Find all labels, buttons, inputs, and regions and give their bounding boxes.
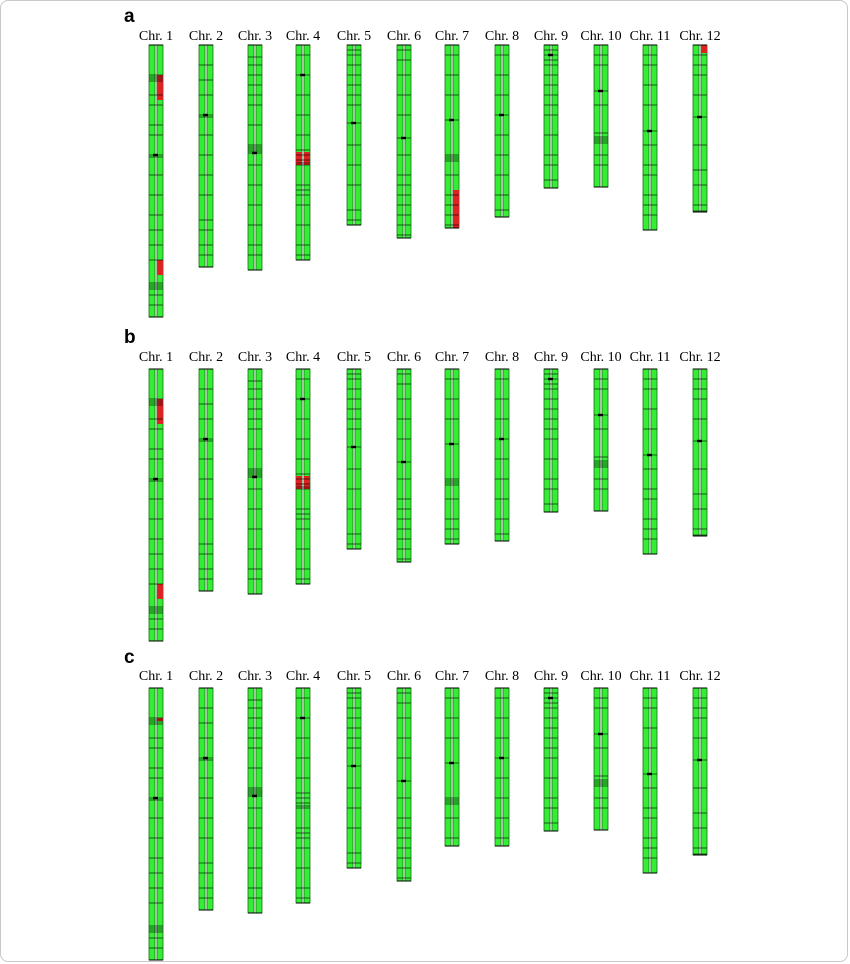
chromosome-8 (485, 350, 519, 541)
chromatid-left (248, 688, 254, 913)
centromere (598, 90, 603, 92)
chromatid-right (355, 688, 361, 868)
chromosome-label: Chr. 7 (434, 29, 470, 44)
chromatid-left (594, 369, 600, 511)
chromosome-3 (238, 669, 272, 913)
chromosome-3 (238, 350, 272, 594)
chromosome-label: Chr. 2 (188, 29, 224, 44)
chromatid-right (503, 45, 509, 217)
chromosome-label: Chr. 1 (138, 669, 174, 684)
chromatid-right (304, 688, 310, 903)
centromere (401, 780, 406, 782)
centromere (647, 130, 652, 132)
chromatid-right (453, 369, 459, 544)
chromosome-label: Chr. 8 (484, 669, 520, 684)
chromosome-8 (485, 669, 519, 846)
chromatid-left (347, 45, 353, 225)
centromere (351, 446, 356, 448)
chromatid-right (552, 688, 558, 831)
chromatid-right (256, 369, 262, 594)
chromosome-label: Chr. 7 (434, 669, 470, 684)
chromatid-left (248, 369, 254, 594)
chromosome-4 (286, 29, 320, 260)
chromosome-label: Chr. 6 (386, 350, 422, 365)
chromosome-9 (534, 350, 568, 512)
chromatid-left (495, 688, 501, 846)
chromosome-label: Chr. 6 (386, 29, 422, 44)
centromere (153, 154, 158, 156)
centromere (351, 122, 356, 124)
centromere (401, 137, 406, 139)
chromatid-left (495, 369, 501, 541)
chromatid-left (347, 369, 353, 549)
centromere (697, 440, 702, 442)
chromosome-label: Chr. 1 (138, 350, 174, 365)
chromatid-right (651, 688, 657, 873)
chromosome-10 (580, 350, 621, 511)
chromatid-left (199, 688, 205, 910)
chromosome-label: Chr. 3 (237, 29, 273, 44)
centromere (252, 795, 257, 797)
chromosome-label: Chr. 4 (285, 669, 321, 684)
chromosome-label: Chr. 10 (580, 350, 622, 365)
chromatid-right (701, 369, 707, 536)
chromosome-6 (387, 350, 421, 562)
chromosome-6 (387, 669, 421, 881)
introgression-segment (453, 190, 459, 228)
chromatid-left (296, 688, 302, 903)
chromosome-label: Chr. 2 (188, 350, 224, 365)
chromatid-left (445, 45, 451, 228)
centromere (499, 757, 504, 759)
chromosome-2 (189, 350, 223, 591)
chromatid-right (355, 369, 361, 549)
chromosome-label: Chr. 8 (484, 350, 520, 365)
chromatid-right (701, 688, 707, 855)
chromosome-12 (679, 29, 720, 212)
chromatid-right (453, 688, 459, 846)
chromatid-left (643, 688, 649, 873)
chromatid-right (701, 45, 707, 212)
panel-a (124, 6, 721, 317)
chromosome-9 (534, 29, 568, 188)
chromosome-label: Chr. 4 (285, 29, 321, 44)
chromosome-label: Chr. 2 (188, 669, 224, 684)
chromosome-label: Chr. 9 (533, 669, 569, 684)
chromosome-6 (387, 29, 421, 238)
centromere (252, 152, 257, 154)
chromosome-9 (534, 669, 568, 831)
chromatid-left (693, 45, 699, 212)
chromosome-label: Chr. 11 (629, 350, 671, 365)
chromosome-1 (139, 669, 173, 960)
chromosome-label: Chr. 4 (285, 350, 321, 365)
chromosome-label: Chr. 12 (679, 350, 721, 365)
centromere (252, 476, 257, 478)
centromere (203, 114, 208, 116)
chromatid-left (495, 45, 501, 217)
chromatid-right (503, 369, 509, 541)
chromatid-right (207, 688, 213, 910)
introgression-segment (157, 584, 163, 599)
centromere (647, 773, 652, 775)
centromere (401, 461, 406, 463)
panel-b (124, 327, 721, 641)
chromatid-left (149, 369, 155, 641)
chromosome-4 (286, 669, 320, 903)
chromosome-2 (189, 669, 223, 910)
centromere (548, 378, 553, 380)
chromatid-right (405, 369, 411, 562)
centromere (598, 733, 603, 735)
panel-letter: a (124, 6, 135, 27)
chromosome-label: Chr. 3 (237, 669, 273, 684)
centromere (647, 454, 652, 456)
chromatid-left (397, 688, 403, 881)
chromosome-label: Chr. 12 (679, 669, 721, 684)
chromosome-7 (435, 350, 469, 544)
chromosome-12 (679, 350, 720, 536)
chromatid-right (256, 45, 262, 270)
introgression-segment (701, 45, 707, 53)
chromosome-label: Chr. 8 (484, 29, 520, 44)
chromosome-label: Chr. 1 (138, 29, 174, 44)
centromere (548, 697, 553, 699)
centromere (449, 119, 454, 121)
panel-letter: c (124, 647, 135, 668)
chromatid-right (651, 45, 657, 230)
chromatid-left (594, 688, 600, 830)
panel-c (124, 647, 721, 960)
centromere (203, 757, 208, 759)
chromatid-left (199, 45, 205, 267)
chromatid-right (355, 45, 361, 225)
chromosome-label: Chr. 11 (629, 669, 671, 684)
chromosome-label: Chr. 7 (434, 350, 470, 365)
centromere (499, 438, 504, 440)
chromatid-left (643, 45, 649, 230)
chromatid-left (397, 45, 403, 238)
chromosome-label: Chr. 10 (580, 669, 622, 684)
centromere (300, 74, 305, 76)
chromosome-11 (630, 29, 671, 230)
centromere (153, 478, 158, 480)
centromere (598, 414, 603, 416)
chromosome-2 (189, 29, 223, 267)
chromatid-left (149, 688, 155, 960)
chromatid-right (651, 369, 657, 554)
chromatid-right (602, 369, 608, 511)
chromatid-left (693, 688, 699, 855)
chromatid-left (544, 45, 550, 188)
introgression-segment (157, 718, 163, 721)
chromosome-12 (679, 669, 720, 855)
chromosome-label: Chr. 5 (336, 29, 372, 44)
chromosome-label: Chr. 11 (629, 29, 671, 44)
chromatid-right (157, 688, 163, 960)
centromere (697, 116, 702, 118)
chromosome-11 (630, 669, 671, 873)
chromatid-left (149, 45, 155, 317)
centromere (203, 438, 208, 440)
chromosome-10 (580, 669, 621, 830)
chromosome-11 (630, 350, 671, 554)
centromere (499, 114, 504, 116)
chromosome-8 (485, 29, 519, 217)
centromere (300, 717, 305, 719)
centromere (548, 54, 553, 56)
chromatid-right (405, 688, 411, 881)
introgression-segment (157, 260, 163, 275)
chromosome-label: Chr. 9 (533, 29, 569, 44)
chromosome-4 (286, 350, 320, 584)
centromere (351, 765, 356, 767)
chromatid-left (199, 369, 205, 591)
panel-letter: b (124, 327, 136, 348)
chromatid-right (552, 45, 558, 188)
centromere (153, 797, 158, 799)
chromatid-left (594, 45, 600, 187)
chromosome-5 (337, 29, 371, 225)
chromatid-left (643, 369, 649, 554)
chromatid-left (397, 369, 403, 562)
chromosome-label: Chr. 5 (336, 669, 372, 684)
chromosome-7 (435, 669, 469, 846)
centromere (697, 759, 702, 761)
chromosome-1 (139, 29, 173, 317)
chromosome-1 (139, 350, 173, 641)
chromosome-label: Chr. 12 (679, 29, 721, 44)
chromatid-left (248, 45, 254, 270)
chromatid-right (602, 45, 608, 187)
chromosome-label: Chr. 6 (386, 669, 422, 684)
chromatid-right (552, 369, 558, 512)
chromosome-label: Chr. 9 (533, 350, 569, 365)
centromere (449, 443, 454, 445)
chromatid-left (347, 688, 353, 868)
chromatid-right (503, 688, 509, 846)
chromosome-label: Chr. 3 (237, 350, 273, 365)
chromosome-3 (238, 29, 272, 270)
chromatid-right (405, 45, 411, 238)
centromere (300, 398, 305, 400)
chromatid-right (207, 369, 213, 591)
chromosome-10 (580, 29, 621, 187)
chromatid-right (207, 45, 213, 267)
chromatid-left (544, 369, 550, 512)
chromatid-left (544, 688, 550, 831)
centromere (449, 762, 454, 764)
chromatid-right (256, 688, 262, 913)
chromatid-left (445, 369, 451, 544)
chromosome-7 (435, 29, 469, 228)
chromatid-left (693, 369, 699, 536)
chromosome-5 (337, 350, 371, 549)
chromatid-left (445, 688, 451, 846)
chromosome-label: Chr. 5 (336, 350, 372, 365)
chromatid-right (602, 688, 608, 830)
chromosome-label: Chr. 10 (580, 29, 622, 44)
chromosome-5 (337, 669, 371, 868)
